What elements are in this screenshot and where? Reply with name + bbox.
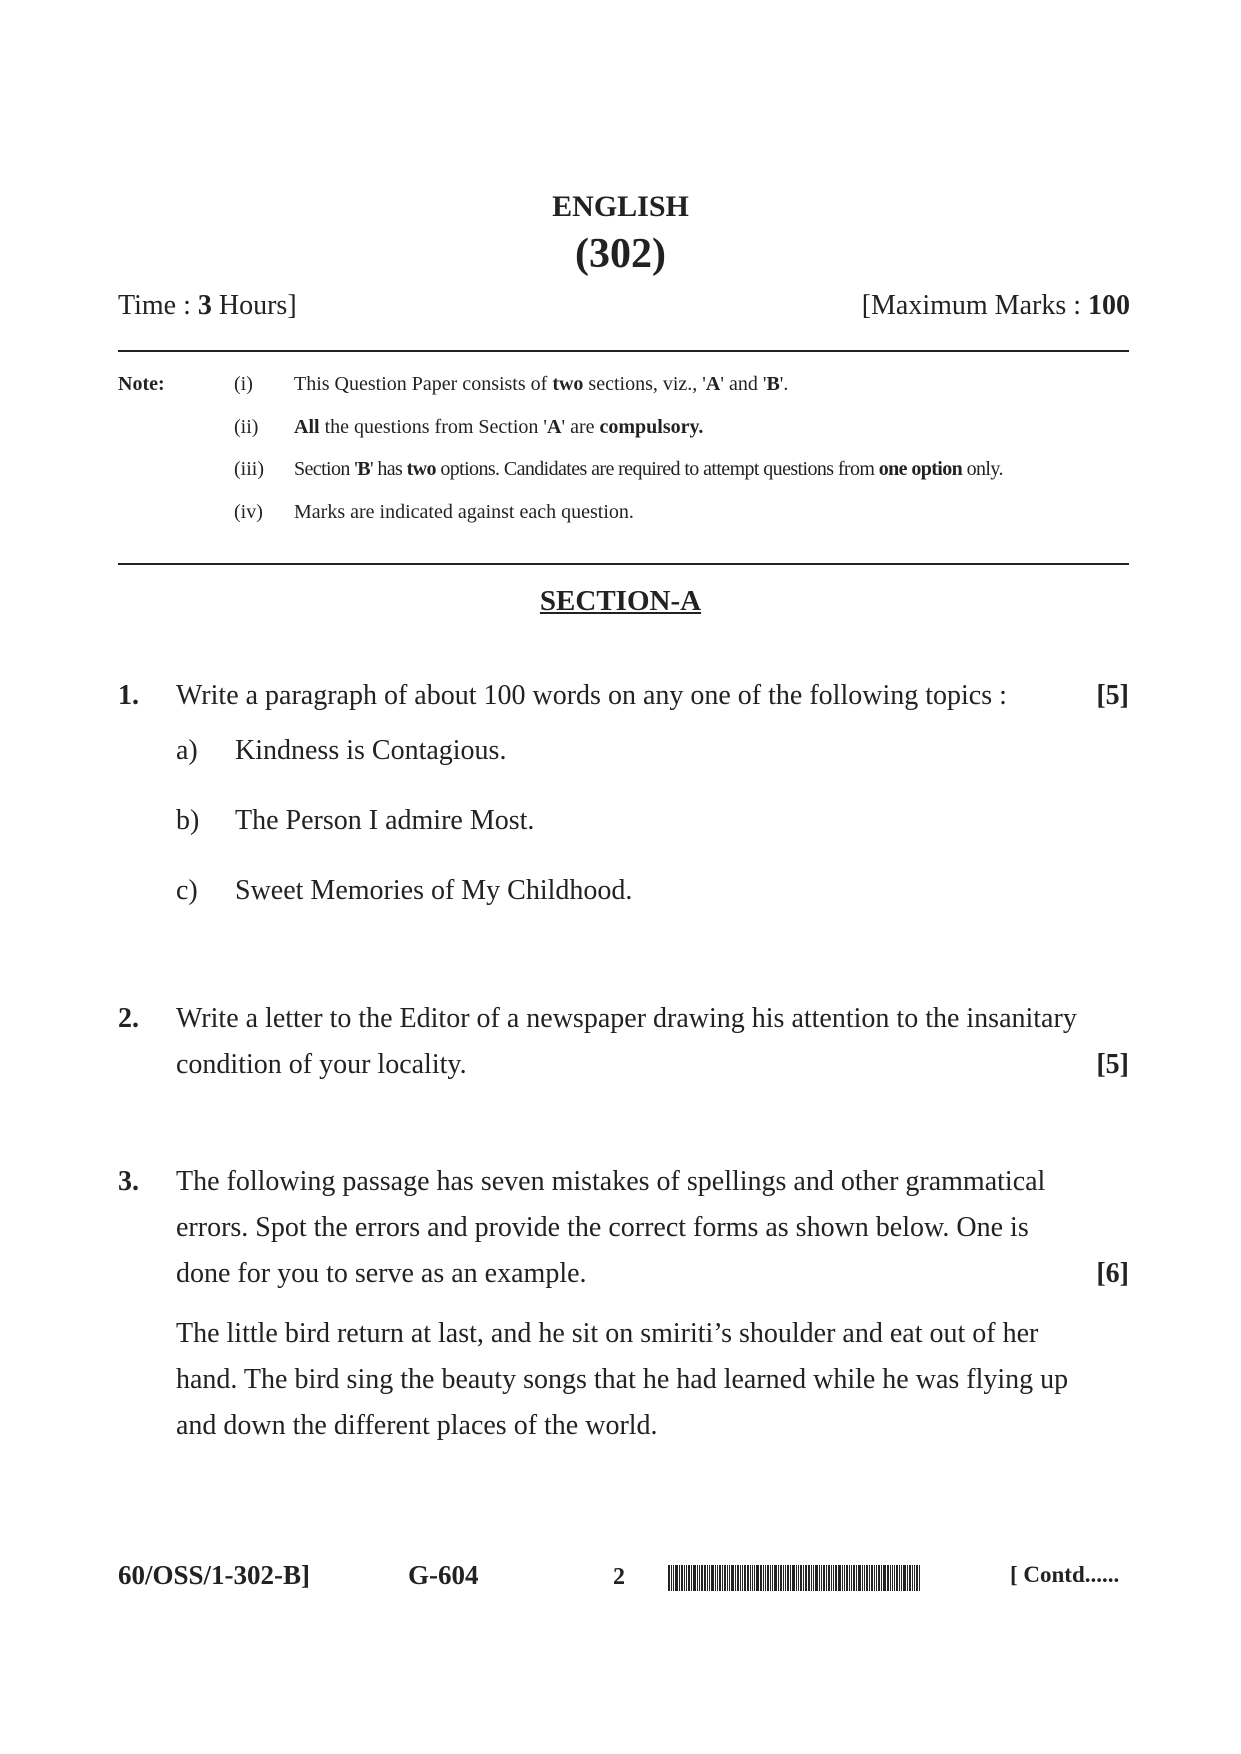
barcode-bar <box>735 1565 736 1591</box>
barcode-bar <box>763 1565 764 1591</box>
passage-text: hand. The bird sing the beauty songs that he had learned while he was flying up <box>176 1364 1069 1395</box>
barcode-bar <box>800 1565 802 1591</box>
barcode-bar <box>919 1565 920 1591</box>
barcode-bar <box>679 1565 680 1591</box>
barcode-bar <box>740 1565 741 1591</box>
barcode-bar <box>778 1565 779 1591</box>
note-divider <box>118 563 1129 565</box>
time-value: 3 <box>197 290 212 321</box>
barcode-bar <box>831 1565 832 1591</box>
subject-title: ENGLISH <box>552 190 689 223</box>
barcode-bar <box>909 1565 911 1591</box>
option-label: a) <box>176 735 198 766</box>
barcode-bar <box>772 1565 773 1591</box>
barcode-bar <box>858 1565 861 1591</box>
barcode-bar <box>785 1565 786 1591</box>
note-text-part: the questions from Section ' <box>319 416 548 438</box>
barcode-bar <box>826 1565 827 1591</box>
note-text-part: ' are <box>561 416 600 438</box>
continued-label: [ Contd...... <box>1010 1562 1120 1587</box>
barcode-bar <box>780 1565 782 1591</box>
question-number: 3. <box>118 1166 139 1197</box>
barcode-bar <box>853 1565 855 1591</box>
barcode-bar <box>701 1565 703 1591</box>
note-item-num: (iii) <box>234 458 264 480</box>
note-text-part: options. Candidates are required to attempt questions from <box>435 458 879 480</box>
barcode-bar <box>883 1565 886 1591</box>
barcode-bar <box>750 1565 751 1591</box>
barcode-bar <box>737 1565 739 1591</box>
barcode-bar <box>798 1565 799 1591</box>
note-emphasis: B <box>766 373 780 395</box>
marks-value: 100 <box>1088 290 1130 321</box>
marks-prefix: [Maximum Marks : <box>861 290 1088 321</box>
question-number: 2. <box>118 1003 139 1034</box>
note-emphasis: B <box>357 458 370 480</box>
note-text-part: only. <box>962 458 1003 480</box>
note-emphasis: two <box>552 373 584 395</box>
note-emphasis: compulsory. <box>599 416 704 438</box>
barcode-bar <box>699 1565 700 1591</box>
barcode-bar <box>675 1565 678 1591</box>
barcode-bar <box>747 1565 749 1591</box>
barcode-bar <box>787 1565 789 1591</box>
barcode-bar <box>876 1565 877 1591</box>
barcode-bar <box>842 1565 843 1591</box>
note-label: Note: <box>118 373 165 395</box>
barcode-bar <box>813 1565 814 1591</box>
barcode-bar <box>673 1565 674 1591</box>
barcode-bar <box>819 1565 820 1591</box>
question-marks: [5] <box>1096 1049 1129 1080</box>
barcode-bar <box>707 1565 708 1591</box>
note-emphasis: A <box>547 416 562 438</box>
barcode-bar <box>744 1565 746 1591</box>
barcode-bar <box>849 1565 850 1591</box>
barcode-bar <box>767 1565 769 1591</box>
barcode-bar <box>724 1565 726 1591</box>
barcode-bar <box>752 1565 753 1591</box>
barcode-bar <box>871 1565 873 1591</box>
page-number: 2 <box>613 1564 625 1590</box>
note-item-num: (i) <box>234 373 253 395</box>
barcode-bar <box>671 1565 672 1591</box>
note-text-part: ' and ' <box>720 373 767 395</box>
barcode-bar <box>914 1565 915 1591</box>
barcode-bar <box>717 1565 718 1591</box>
barcode-bar <box>869 1565 870 1591</box>
option-text: Kindness is Contagious. <box>235 735 507 766</box>
barcode-bar <box>892 1565 893 1591</box>
barcode-bar <box>899 1565 900 1591</box>
series-code: G-604 <box>408 1560 479 1590</box>
barcode-bar <box>790 1565 791 1591</box>
barcode-bar <box>697 1565 698 1591</box>
time-allowed <box>118 290 297 322</box>
barcode-bar <box>881 1565 882 1591</box>
barcode-bar <box>681 1565 683 1591</box>
barcode-bar <box>760 1565 762 1591</box>
barcode-bar <box>878 1565 880 1591</box>
barcode-bar <box>864 1565 865 1591</box>
barcode-bar <box>715 1565 716 1591</box>
barcode-bar <box>722 1565 723 1591</box>
note-item-text <box>294 416 703 439</box>
barcode-bar <box>916 1565 918 1591</box>
time-suffix: Hours] <box>211 290 297 321</box>
barcode-bar <box>894 1565 895 1591</box>
barcode-bar <box>912 1565 913 1591</box>
question-marks: [6] <box>1096 1258 1129 1289</box>
option-label: b) <box>176 805 200 836</box>
barcode-bar <box>887 1565 889 1591</box>
section-heading: SECTION-A <box>539 585 702 617</box>
barcode <box>668 1565 920 1591</box>
barcode-bar <box>866 1565 868 1591</box>
barcode-bar <box>907 1565 908 1591</box>
note-emphasis: All <box>294 416 320 438</box>
barcode-bar <box>756 1565 759 1591</box>
question-text: The following passage has seven mistakes of spellings and other grammatical <box>176 1166 1046 1197</box>
note-item-text <box>294 501 634 524</box>
note-item-num: (iv) <box>234 501 263 523</box>
note-emphasis: two <box>406 458 436 480</box>
note-text-part: Marks are indicated against each question. <box>294 501 634 523</box>
barcode-bar <box>815 1565 818 1591</box>
barcode-bar <box>896 1565 898 1591</box>
note-text-part: '. <box>779 373 789 395</box>
note-item-num: (ii) <box>234 416 259 438</box>
barcode-bar <box>828 1565 830 1591</box>
barcode-bar <box>856 1565 857 1591</box>
barcode-bar <box>903 1565 906 1591</box>
barcode-bar <box>792 1565 795 1591</box>
passage-text: and down the different places of the world. <box>176 1410 658 1441</box>
maximum-marks <box>862 290 1130 322</box>
note-text-part: sections, viz., ' <box>583 373 706 395</box>
barcode-bar <box>704 1565 706 1591</box>
barcode-bar <box>774 1565 777 1591</box>
note-item-text <box>294 373 788 396</box>
barcode-bar <box>846 1565 848 1591</box>
question-text: done for you to serve as an example. <box>176 1258 587 1289</box>
option-text: Sweet Memories of My Childhood. <box>235 875 633 906</box>
time-prefix: Time : <box>118 290 198 321</box>
paper-code: 60/OSS/1-302-B] <box>118 1560 311 1590</box>
question-marks: [5] <box>1096 680 1129 711</box>
header-divider <box>118 350 1129 352</box>
subject-code: (302) <box>575 231 666 277</box>
barcode-bar <box>808 1565 810 1591</box>
barcode-bar <box>719 1565 721 1591</box>
question-number: 1. <box>118 680 139 711</box>
barcode-bar <box>803 1565 804 1591</box>
barcode-bar <box>862 1565 863 1591</box>
barcode-bar <box>686 1565 687 1591</box>
barcode-bar <box>796 1565 797 1591</box>
question-text: Write a letter to the Editor of a newspaper drawing his attention to the insanitary <box>176 1003 1077 1034</box>
barcode-bar <box>851 1565 852 1591</box>
barcode-bar <box>754 1565 755 1591</box>
barcode-bar <box>709 1565 710 1591</box>
barcode-bar <box>691 1565 692 1591</box>
barcode-bar <box>668 1565 670 1591</box>
note-text-part: This Question Paper consists of <box>294 373 553 395</box>
barcode-bar <box>711 1565 714 1591</box>
barcode-bar <box>874 1565 875 1591</box>
barcode-bar <box>844 1565 845 1591</box>
barcode-bar <box>901 1565 902 1591</box>
barcode-bar <box>811 1565 812 1591</box>
option-label: c) <box>176 875 198 906</box>
barcode-bar <box>838 1565 841 1591</box>
note-emphasis: one option <box>878 458 963 480</box>
note-emphasis: A <box>705 373 721 395</box>
barcode-bar <box>727 1565 728 1591</box>
barcode-bar <box>729 1565 730 1591</box>
note-item-text <box>294 458 1003 481</box>
barcode-bar <box>833 1565 834 1591</box>
barcode-bar <box>684 1565 685 1591</box>
barcode-bar <box>835 1565 837 1591</box>
question-text: Write a paragraph of about 100 words on any one of the following topics : <box>176 680 1007 711</box>
option-text: The Person I admire Most. <box>235 805 535 836</box>
barcode-bar <box>693 1565 696 1591</box>
barcode-bar <box>731 1565 734 1591</box>
question-text: errors. Spot the errors and provide the correct forms as shown below. One is <box>176 1212 1029 1243</box>
barcode-bar <box>821 1565 822 1591</box>
note-text-part: Section ' <box>294 458 358 480</box>
barcode-bar <box>742 1565 743 1591</box>
barcode-bar <box>823 1565 825 1591</box>
barcode-bar <box>770 1565 771 1591</box>
barcode-bar <box>688 1565 690 1591</box>
question-text: condition of your locality. <box>176 1049 467 1080</box>
note-text-part: ' has <box>369 458 407 480</box>
barcode-bar <box>805 1565 807 1591</box>
barcode-bar <box>890 1565 891 1591</box>
barcode-bar <box>765 1565 766 1591</box>
passage-text: The little bird return at last, and he sit on smiriti’s shoulder and eat out of her <box>176 1318 1039 1349</box>
barcode-bar <box>783 1565 784 1591</box>
